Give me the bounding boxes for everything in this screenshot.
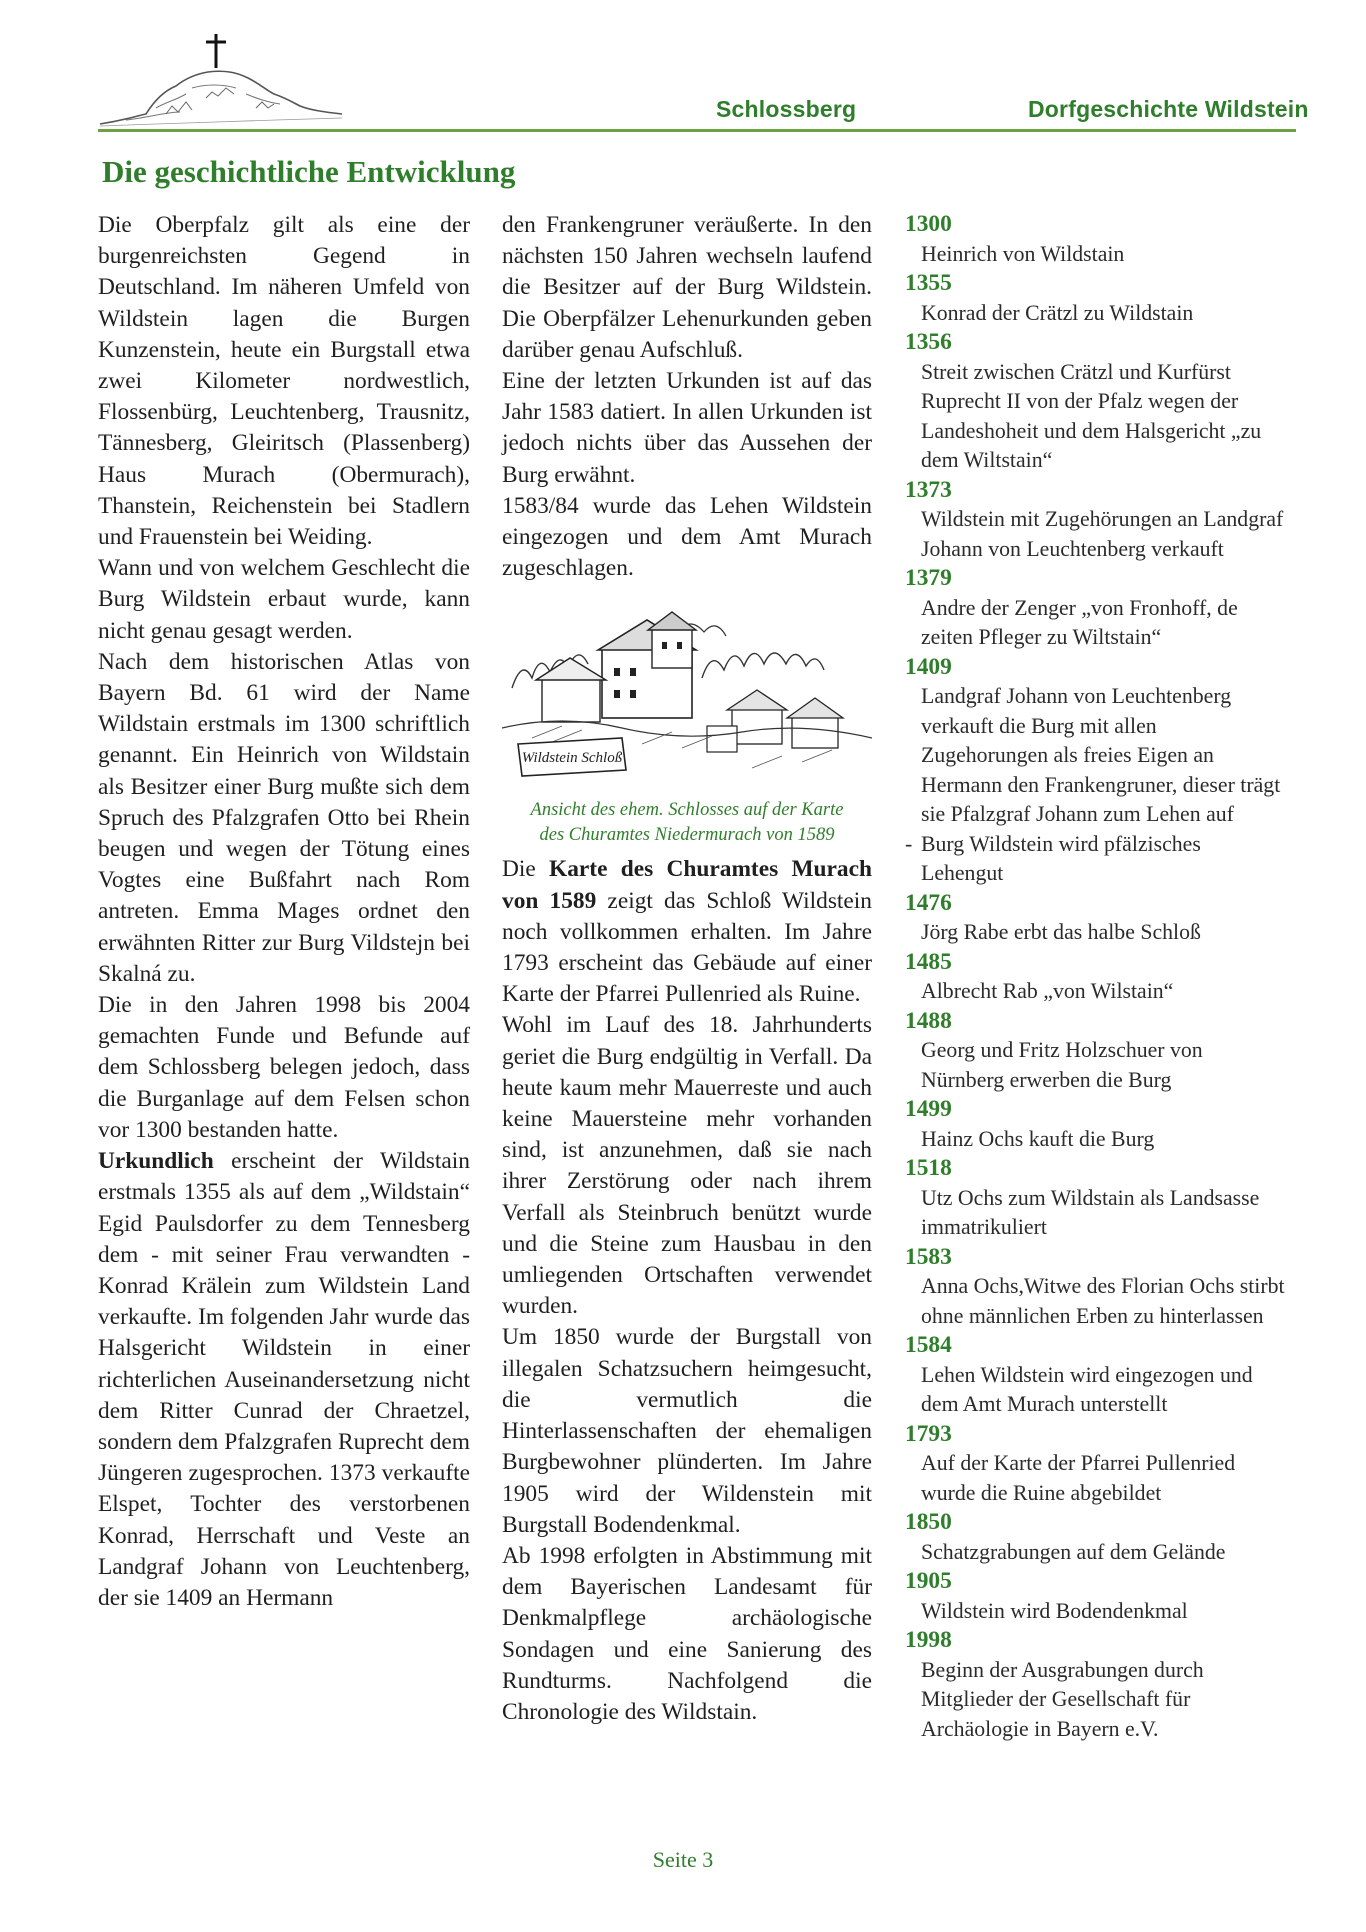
timeline-entry [905, 1567, 1285, 1626]
timeline-text: Hainz Ochs kauft die Burg [921, 1126, 1155, 1151]
castle-hill-logo [96, 28, 346, 132]
timeline-entry [905, 1626, 1285, 1744]
paragraph: Eine der letzten Urkunden ist auf das Jahr 1583 datiert. In allen Urkunden ist jedoch nichts über das Aussehen der Burg erwähnt. [502, 368, 872, 488]
timeline-year: 1373 [905, 476, 952, 503]
timeline-entry [905, 889, 1285, 948]
paragraph: Um 1850 wurde der Burgstall von illegalen Schatzsuchern heimgesucht, die vermutlich die Hinterlassenschaften der ehemaligen Burgbewohner plünderten. Im Jahre 1905 wird der Wildenstein mit Burgstall Bodendenkmal. [502, 1324, 872, 1538]
paragraph: Ab 1998 erfolgten in Abstimmung mit dem Bayerischen Landesamt für Denkmalpflege archäologische Sondagen und eine Sanierung des Rundturms. Nachfolgend die Chronologie des Wildstain. [502, 1542, 872, 1725]
timeline-text: Konrad der Crätzl zu Wildstain [921, 300, 1194, 325]
timeline-year: 1476 [905, 889, 952, 916]
castle-figure [502, 598, 872, 848]
timeline-year: 1850 [905, 1509, 952, 1535]
page-title: Die geschichtliche Entwicklung [102, 154, 516, 189]
timeline-text: Andre der Zenger „von Fronhoff, de zeiten Pfleger zu Wiltstain“ [921, 595, 1238, 649]
timeline-text: Beginn der Ausgrabungen durch Mitglieder der Gesellschaft für Archäologie in Bayern e.V. [921, 1657, 1204, 1741]
timeline-year: 1499 [905, 1096, 952, 1122]
chronology-timeline [905, 210, 1285, 1744]
timeline-entry [905, 1508, 1285, 1567]
timeline-year: 1584 [905, 1332, 952, 1358]
timeline-year: 1583 [905, 1243, 952, 1270]
timeline-entry [905, 210, 1285, 269]
timeline-entry [905, 269, 1285, 328]
timeline-text: Utz Ochs zum Wildstain als Landsasse immatrikuliert [921, 1185, 1260, 1239]
timeline-entry [905, 948, 1285, 1007]
page-header [0, 0, 1366, 135]
timeline-year: 1379 [905, 565, 952, 591]
timeline-text: Albrecht Rab „von Wilstain“ [921, 979, 1174, 1003]
timeline-text: Heinrich von Wildstain [921, 241, 1125, 266]
paragraph: Wann und von welchem Geschlecht die Burg Wildstein erbaut wurde, kann nicht genau gesagt werden. [98, 555, 470, 644]
map-label: Wildstein Schloß [521, 750, 623, 767]
timeline-text: Anna Ochs,Witwe des Florian Ochs stirbt ohne männlichen Erben zu hinterlassen [921, 1274, 1285, 1328]
bold-map-title: Karte des Churamtes Murach von 1589 [502, 856, 873, 914]
timeline-text: Streit zwischen Crätzl und Kurfürst Ruprecht II von der Pfalz wegen der Landeshoheit und dem Halsgericht „zu dem Wiltstain“ [921, 359, 1262, 472]
paragraph-text: Die [502, 856, 550, 883]
paragraph-text: erscheint der Wildstain erstmals 1355 als auf dem „Wildstain“ Egid Paulsdorfer zu dem Tennesberg dem - mit seiner Frau verwandten - Konrad Krälein zum Wildstein Land verkaufte. Im folgenden Jahr wurde das Halsgericht Wildstein in einer richterlichen Auseinandersetzung nicht dem Ritter Cunrad der Chraetzel, sondern dem Pfalzgrafen Ruprecht dem Jüngeren zugesprochen. 1373 verkaufte Elspet, Tochter des verstorbenen Konrad, Herrschaft und Veste an Landgraf Johann von Leuchtenberg, der sie 1409 an Hermann [98, 1148, 470, 1611]
timeline-text: Schatzgrabungen auf dem Gelände [921, 1539, 1226, 1564]
paragraph-urkundlich [98, 1146, 470, 1614]
timeline-entry [905, 1007, 1285, 1096]
timeline-year: 1300 [905, 211, 952, 237]
timeline-year: 1356 [905, 329, 952, 355]
timeline-entry [905, 1331, 1285, 1420]
caption-line-1: Ansicht des ehem. Schlosses auf der Karte [530, 800, 844, 821]
paragraph: Die in den Jahren 1998 bis 2004 gemachten Funde und Befunde auf dem Schlossberg belegen jedoch, dass die Burganlage auf dem Felsen schon vor 1300 bestanden hatte. [98, 992, 470, 1143]
paragraph-text: zeigt das Schloß Wildstein noch vollkommen erhalten. Im Jahre 1793 erscheint das Gebäude auf einer Karte der Pfarrei Pullenried als Ruine. [502, 887, 873, 1008]
timeline-text: Lehen Wildstein wird eingezogen und dem Amt Murach unterstellt [921, 1362, 1253, 1416]
timeline-entry [905, 1420, 1285, 1509]
section-label: Schlossberg [716, 96, 857, 122]
timeline-extra-content: Burg Wildstein wird pfälzisches Lehengut [921, 831, 1201, 885]
paragraph-karte [502, 854, 872, 1010]
header-rule [98, 129, 1296, 132]
paragraph: Wohl im Lauf des 18. Jahrhunderts geriet die Burg endgültig in Verfall. Da heute kaum mehr Mauerreste und auch keine Mauersteine mehr vorhanden sind, ist anzunehmen, daß sie nach ihrer Zerstörung oder nach ihrem Verfall als Steinbruch benützt wurde und die Steine zum Hausbau in den umliegenden Ortschaften verwendet wurden. [502, 1012, 872, 1320]
timeline-text: Auf der Karte der Pfarrei Pullenried wurde die Ruine abgebildet [921, 1451, 1236, 1505]
caption-line-2: des Churamtes Niedermurach von 1589 [539, 825, 835, 846]
timeline-text: Wildstein wird Bodendenkmal [921, 1598, 1188, 1623]
paragraph: 1583/84 wurde das Lehen Wildstein eingezogen und dem Amt Murach zugeschlagen. [502, 492, 872, 582]
paragraph: Die Oberpfalz gilt als eine der burgenreichsten Gegend in Deutschland. Im näheren Umfeld von Wildstein lagen die Burgen Kunzenstein, heute ein Burgstall etwa zwei Kilometer nordwestlich, Flossenbürg, Leuchtenberg, Trausnitz, Tännesberg, Gleiritsch (Plassenberg) Haus Murach (Obermurach), Thanstein, Reichenstein bei Stadlern und Frauenstein bei Weiding. [98, 212, 470, 551]
timeline-entry [905, 476, 1285, 565]
paragraph: Nach dem historischen Atlas von Bayern Bd. 61 wird der Name Wildstain erstmals im 1300 schriftlich genannt. Ein Heinrich von Wildstain als Besitzer einer Burg mußte sich dem Spruch des Pfalzgrafen Otto bei Rhein beugen und wegen der Tötung eines Vogtes eine Bußfahrt nach Rom antreten. Emma Mages ordnet den erwähnten Ritter zur Burg Vildstejn bei Skalná zu. [98, 648, 470, 987]
paragraph: den Frankengruner veräußerte. In den nächsten 150 Jahren wechseln laufend die Besitzer auf der Burg Wildstein. Die Oberpfälzer Lehenurkunden geben darüber genau Aufschluß. [502, 212, 872, 363]
text-column-2 [502, 210, 872, 1728]
timeline-entry [905, 1154, 1285, 1243]
document-label: Dorfgeschichte Wildstein [1028, 96, 1309, 122]
timeline-year: 1793 [905, 1420, 952, 1447]
timeline-year: 1998 [905, 1627, 952, 1653]
timeline-text: Jörg Rabe erbt das halbe Schloß [921, 920, 1201, 944]
text-column-1 [98, 210, 470, 1614]
figure-caption [502, 798, 872, 848]
timeline-year: 1518 [905, 1155, 952, 1181]
timeline-year: 1488 [905, 1007, 952, 1034]
timeline-entry [905, 564, 1285, 653]
timeline-extra-marker: - [905, 831, 913, 856]
timeline-entry [905, 328, 1285, 476]
timeline-entry [905, 653, 1285, 889]
castle-sketch-image [502, 598, 872, 798]
timeline-year: 1905 [905, 1568, 952, 1594]
timeline-entry [905, 1243, 1285, 1332]
bold-lead-word: Urkundlich [98, 1148, 214, 1175]
timeline-text: Wildstein mit Zugehörungen an Landgraf Johann von Leuchtenberg verkauft [921, 507, 1284, 561]
page-number: Seite 3 [652, 1847, 714, 1872]
timeline-year: 1355 [905, 270, 952, 296]
timeline-extra-text [905, 830, 1285, 889]
timeline-year: 1485 [905, 948, 952, 975]
timeline-year: 1409 [905, 653, 952, 680]
timeline-text: Georg und Fritz Holzschuer von Nürnberg erwerben die Burg [921, 1038, 1203, 1092]
timeline-entry [905, 1095, 1285, 1154]
timeline-text: Landgraf Johann von Leuchtenberg verkauft die Burg mit allen Zugehorungen als freies Eigen an Hermann den Frankengruner, dieser trägt sie Pfalzgraf Johann zum Lehen auf [921, 684, 1281, 826]
